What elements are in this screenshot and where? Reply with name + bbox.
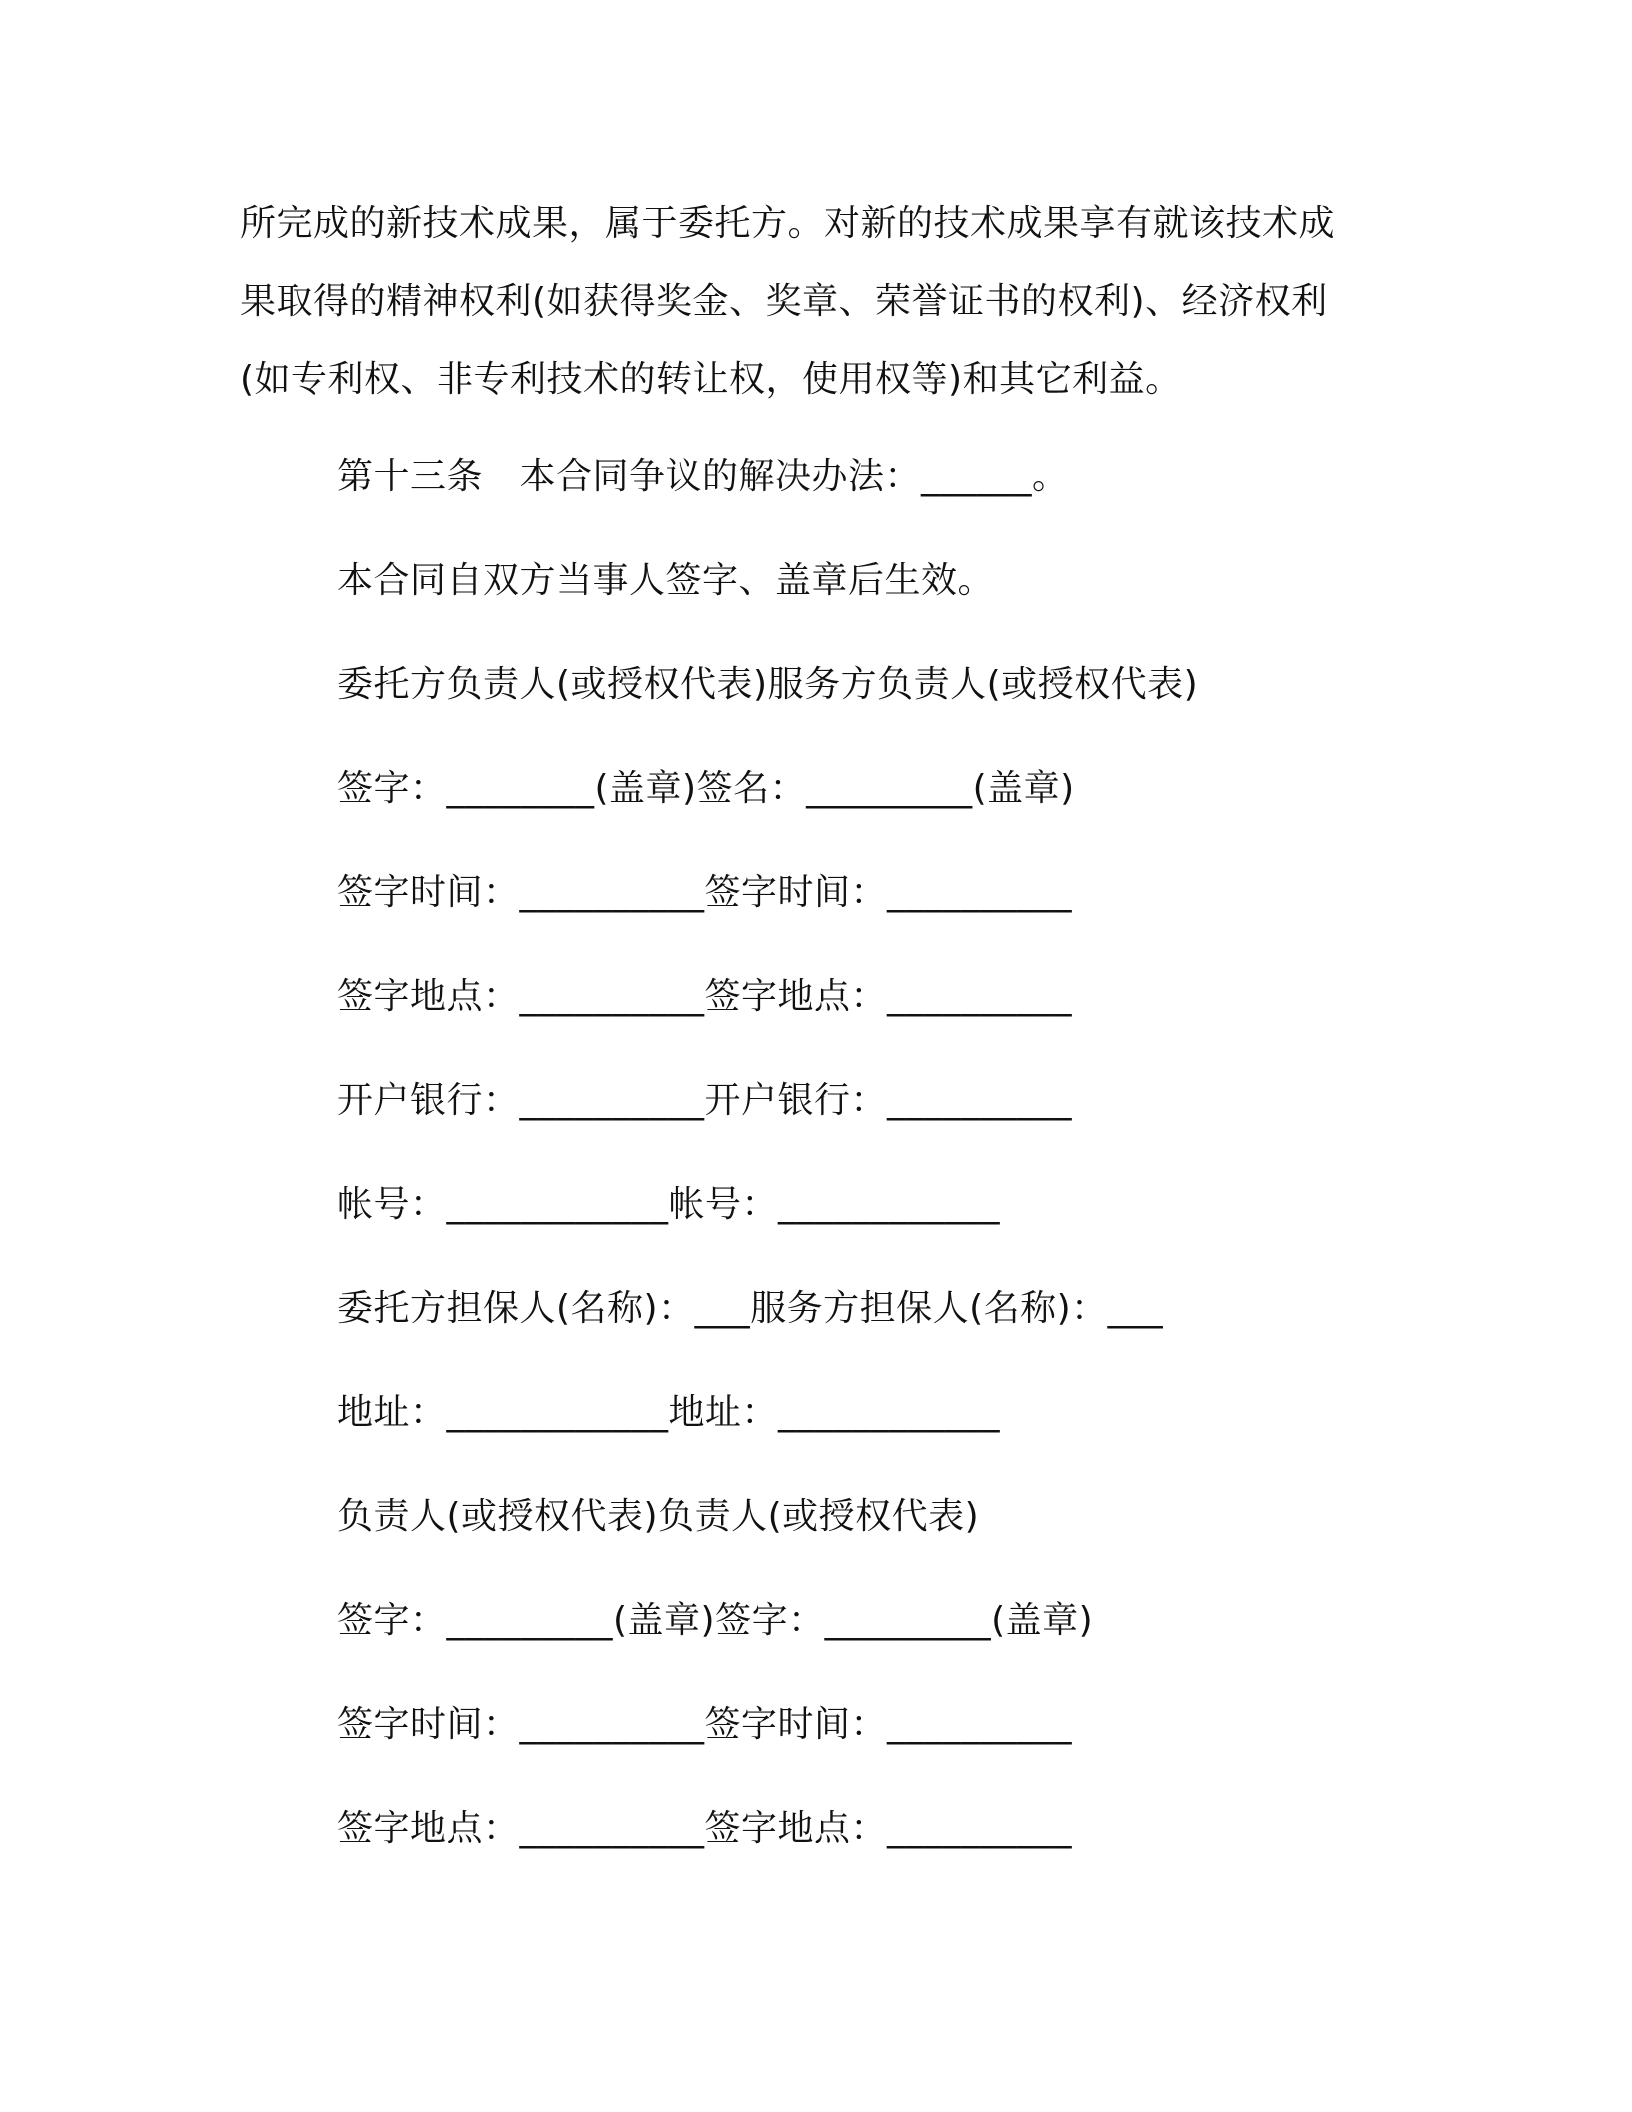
intro-line-2: 果取得的精神权利(如获得奖金、奖章、荣誉证书的权利)、经济权利 (240, 281, 1328, 322)
account-line: 帐号：____________帐号：____________ (337, 1184, 1001, 1225)
guarantor-line: 委托方担保人(名称)：___服务方担保人(名称)：___ (337, 1288, 1164, 1329)
guarantor-signature-line: 签字：_________(盖章)签字：_________(盖章) (337, 1600, 1094, 1641)
address-line: 地址：____________地址：____________ (337, 1392, 1001, 1433)
effective-clause: 本合同自双方当事人签字、盖章后生效。 (337, 560, 995, 601)
intro-line-1: 所完成的新技术成果，属于委托方。对新的技术成果享有就该技术成 (240, 203, 1336, 244)
guarantor-representatives-heading: 负责人(或授权代表)负责人(或授权代表) (337, 1496, 980, 1537)
guarantor-signature-place-line: 签字地点：__________签字地点：__________ (337, 1808, 1073, 1849)
guarantor-signature-time-line: 签字时间：__________签字时间：__________ (337, 1704, 1073, 1745)
signature-place-line: 签字地点：__________签字地点：__________ (337, 976, 1073, 1017)
bank-line: 开户银行：__________开户银行：__________ (337, 1080, 1073, 1121)
representatives-heading: 委托方负责人(或授权代表)服务方负责人(或授权代表) (337, 664, 1199, 705)
signature-line: 签字：________(盖章)签名：_________(盖章) (337, 768, 1075, 809)
clause-13-dispute-resolution: 第十三条 本合同争议的解决办法：______。 (337, 456, 1069, 497)
signature-time-line: 签字时间：__________签字时间：__________ (337, 872, 1073, 913)
intro-line-3: (如专利权、非专利技术的转让权，使用权等)和其它利益。 (240, 359, 1182, 400)
intro-paragraph (240, 185, 1400, 419)
